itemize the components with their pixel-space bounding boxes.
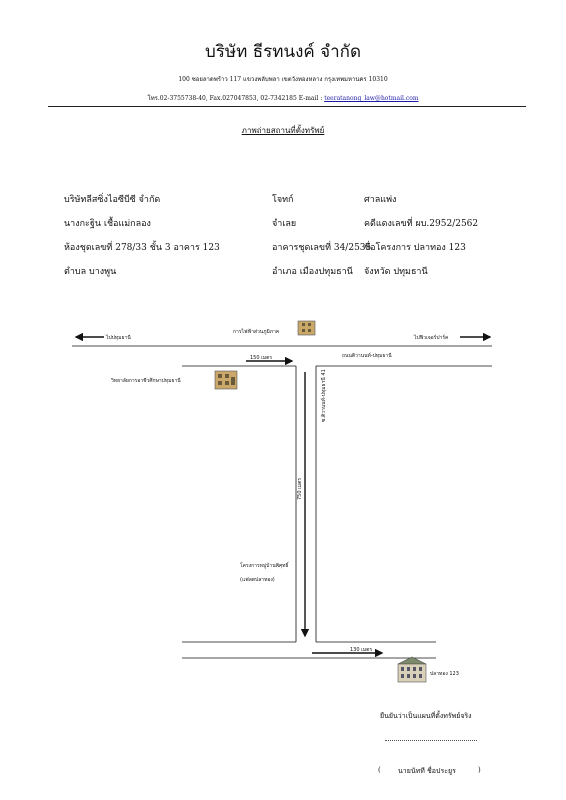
company-name: บริษัท ธีรทนงค์ จำกัด: [205, 42, 361, 62]
label-distance-vertical: 750 เมตร: [297, 477, 303, 500]
college-building-icon: [215, 371, 237, 389]
label-distance-top: 150 เมตร: [250, 355, 273, 361]
label-to-future-park: ไปฟิวเจอร์ปาร์ค: [414, 335, 449, 341]
signature-line: [385, 740, 477, 741]
condo-registration: อาคารชุดเลขที่ 34/2535: [272, 243, 372, 253]
plaintiff-label: โจทก์: [272, 195, 294, 205]
court-name: ศาลแพ่ง: [364, 195, 397, 205]
defendant-name: นางกะฐิน เชื้อแม่กลอง: [64, 219, 151, 229]
label-project: โครงการหมู่บ้านพิศุทธิ์: [240, 563, 289, 569]
defendant-label: จำเลย: [272, 219, 297, 229]
district: อำเภอ เมืองปทุมธานี: [272, 267, 353, 277]
certify-statement: ยืนยันว่าเป็นแผนที่ตั้งทรัพย์จริง: [380, 712, 472, 720]
label-to-pathum: ไปปทุมธานี: [106, 335, 131, 341]
signer-name: นายนัทที ชื่อประยูร: [398, 767, 456, 775]
company-address: 100 ซอยลาดพร้าว 117 แขวงพลับพลา เขตวังทองหลาง กรุงเทพมหานคร 10310: [178, 76, 388, 83]
label-electric-authority: การไฟฟ้าส่วนภูมิภาค: [233, 329, 280, 335]
label-destination: ปลาทอง 123: [430, 671, 459, 677]
subdistrict: ตำบล บางพูน: [64, 267, 117, 277]
label-project-note: (แฟลตปลาทอง): [240, 577, 275, 583]
condo-building-icon: [398, 657, 426, 682]
contact-phone-fax: โทร.02-3755738-40, Fax.027047853, 02-7342185 E-mail :: [147, 95, 325, 102]
province: จังหวัด ปทุมธานี: [364, 267, 428, 277]
label-soi: ซ.ติวานนท์-ปทุมธานี 41: [321, 369, 327, 422]
label-distance-bottom: 130 เมตร: [350, 647, 373, 653]
signer-open-paren: (: [378, 766, 381, 774]
label-main-road: ถนนติวานนท์-ปทุมธานี: [342, 353, 392, 359]
plaintiff-name: บริษัทลีสซิ่งไอซีบีซี จำกัด: [64, 195, 161, 205]
email-link[interactable]: teeratanong_law@hotmail.com: [324, 95, 419, 102]
case-number: คดีแดงเลขที่ ผบ.2952/2562: [364, 219, 479, 229]
document-title: ภาพถ่ายสถานที่ตั้งทรัพย์: [241, 126, 325, 135]
label-college: วิทยาลัยการอาชีวศึกษาปทุมธานี: [111, 378, 181, 384]
unit-number: ห้องชุดเลขที่ 278/33 ชั้น 3 อาคาร 123: [64, 243, 220, 253]
signer-close-paren: ): [478, 766, 481, 774]
electric-authority-building-icon: [298, 321, 315, 335]
project-name: ชื่อโครงการ ปลาทอง 123: [364, 243, 466, 253]
